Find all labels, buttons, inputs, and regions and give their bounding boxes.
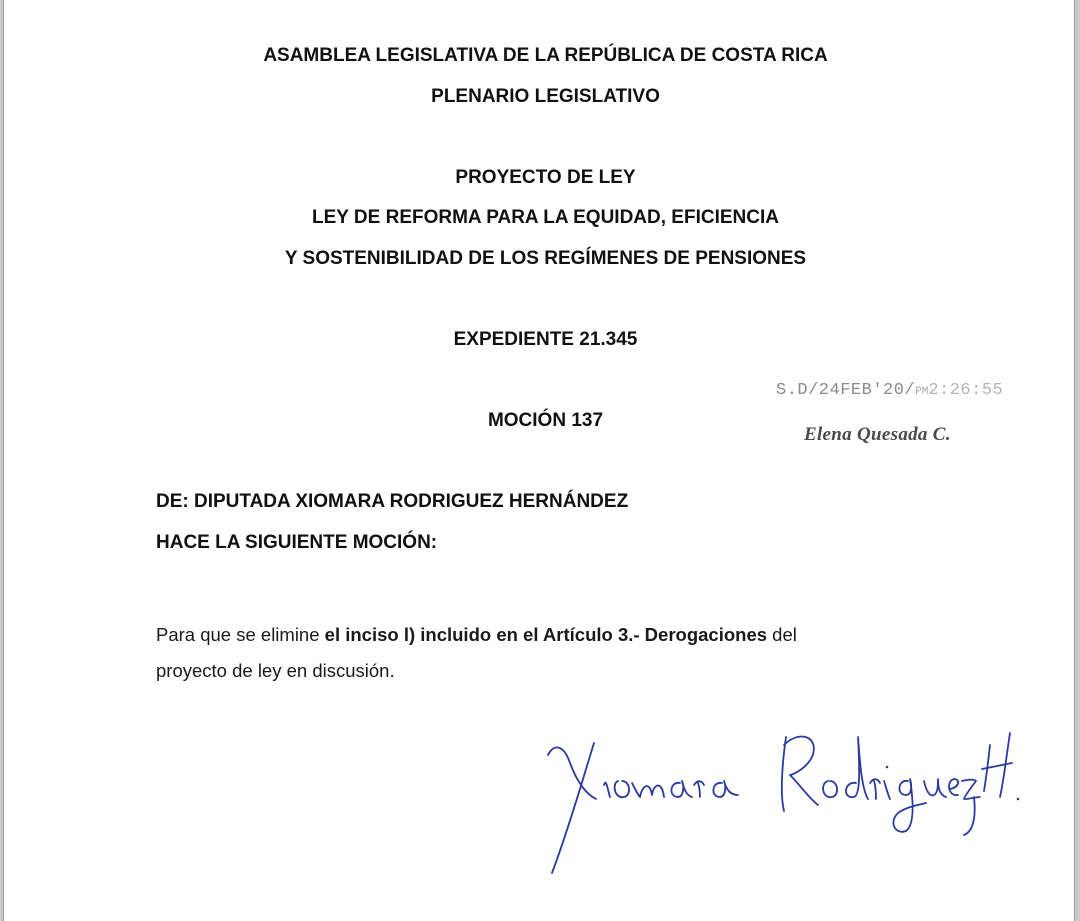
signature-signer	[4, 0, 5, 1]
motion-text-start: Para que se elimine	[156, 624, 325, 645]
stamp-date-time: 2:26:55	[928, 381, 1004, 400]
handwritten-signature	[534, 715, 1024, 885]
motion-number: MOCIÓN 137	[487, 410, 604, 431]
bill-title-line-2: Y SOSTENIBILIDAD DE LOS REGÍMENES DE PENSIONES	[284, 248, 807, 269]
document-page	[3, 0, 1075, 921]
institution-heading: ASAMBLEA LEGISLATIVA DE LA REPÚBLICA DE COSTA RICA	[263, 45, 828, 66]
reception-stamp-date	[776, 381, 1003, 400]
stamp-date-period: PM	[915, 386, 929, 398]
file-number: EXPEDIENTE 21.345	[453, 329, 638, 350]
reception-stamp-receiver: Elena Quesada C.	[804, 424, 951, 445]
motion-text-line-2: proyecto de ley en discusión.	[156, 660, 395, 681]
motion-text-line-1	[156, 624, 797, 646]
bill-title-line-1: LEY DE REFORMA PARA LA EQUIDAD, EFICIENCIA	[312, 207, 779, 228]
plenary-heading: PLENARIO LEGISLATIVO	[431, 86, 660, 107]
bill-type: PROYECTO DE LEY	[455, 167, 636, 188]
motion-from: DE: DIPUTADA XIOMARA RODRIGUEZ HERNÁNDEZ	[156, 491, 629, 512]
motion-text-bold: el inciso l) incluido en el Artículo 3.- Derogaciones	[324, 624, 768, 645]
motion-text-end: del	[767, 624, 797, 645]
motion-action: HACE LA SIGUIENTE MOCIÓN:	[156, 532, 438, 553]
stamp-date-main: S.D/24FEB'20/	[776, 381, 916, 400]
